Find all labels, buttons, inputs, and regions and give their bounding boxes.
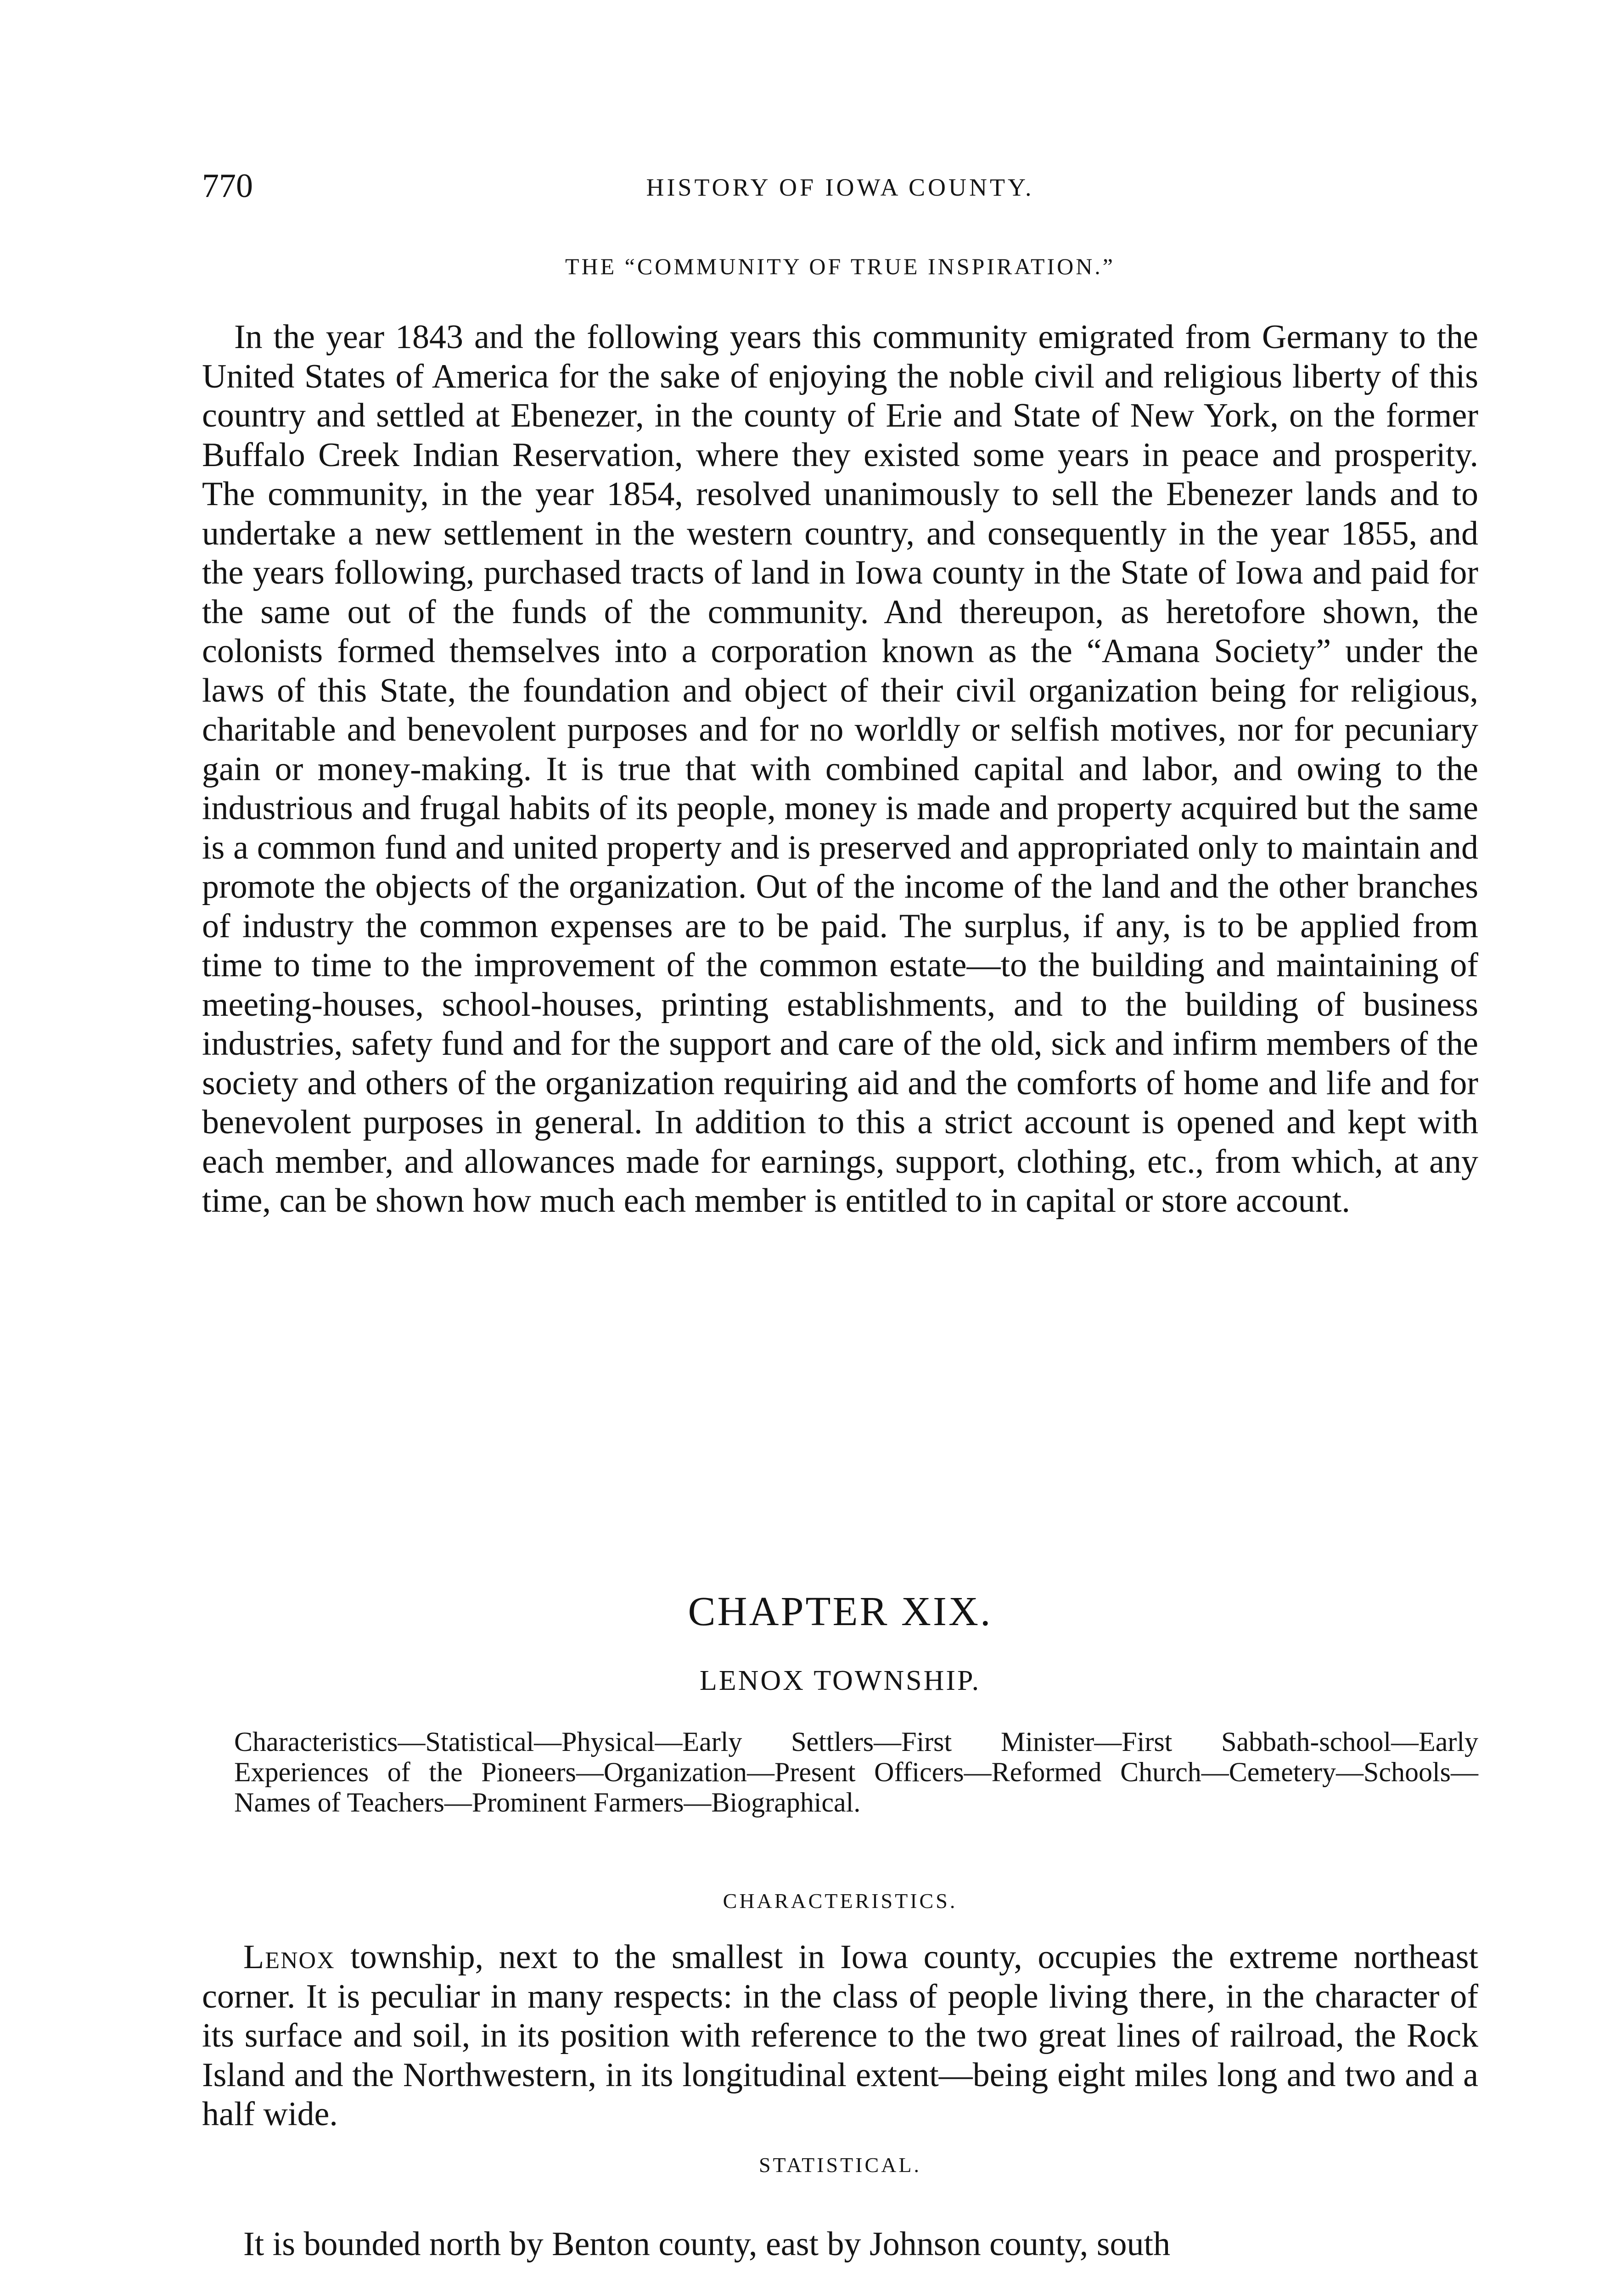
characteristics-heading: CHARACTERISTICS.	[723, 1889, 958, 1913]
statistical-heading: STATISTICAL.	[758, 2153, 922, 2177]
community-heading: THE “COMMUNITY OF TRUE INSPIRATION.”	[565, 253, 1116, 279]
running-head	[202, 165, 1478, 207]
lead-word: Lenox	[243, 1938, 335, 1976]
running-title: HISTORY OF IOWA COUNTY.	[646, 174, 1034, 201]
page-number: 770	[202, 167, 253, 205]
township-title: LENOX TOWNSHIP.	[699, 1665, 981, 1696]
chapter-title: CHAPTER XIX.	[688, 1589, 993, 1634]
characteristics-paragraph-text: township, next to the smallest in Iowa county, occupies the extreme northeast corner. It is peculiar in many respects: in the class of people living there, in the character of its surface and soil, in its position with reference to the two great lines of railroad, the Rock Island and the Northwestern, in its longitudinal extent—being eight miles long and two and a half wide.	[202, 1938, 1478, 2133]
community-paragraph: In the year 1843 and the following years this community emigrated from Germany to the United States of America for the sake of enjoying the noble civil and religious liberty of this country and settled at Ebenezer, in the county of Erie and State of New York, on the former Buffalo Creek Indian Reservation, where they existed some years in peace and prosperity. The community, in the year 1854, resolved unanimously to sell the Ebenezer lands and to undertake a new settlement in the western country, and consequently in the year 1855, and the years following, purchased tracts of land in Iowa county in the State of Iowa and paid for the same out of the funds of the community. And thereupon, as heretofore shown, the colonists formed themselves into a corporation known as the “Amana Society” under the laws of this State, the foundation and object of their civil organization being for religious, charitable and benevolent purposes and for no worldly or selfish motives, nor for pecuniary gain or money-making. It is true that with combined capital and labor, and owing to the industrious and frugal habits of its people, money is made and property acquired but the same is a common fund and united property and is preserved and appropriated only to maintain and promote the objects of the organization. Out of the income of the land and the other branches of industry the common expenses are to be paid. The surplus, if any, is to be applied from time to time to the improvement of the common estate—to the building and maintaining of meeting-houses, school-houses, printing establishments, and to the building of business industries, safety fund and for the support and care of the old, sick and infirm members of the society and others of the organization requiring aid and the comforts of home and life and for benevolent purposes in general. In addition to this a strict account is opened and kept with each member, and allowances made for earnings, support, clothing, etc., from which, at any time, can be shown how much each member is entitled to in capital or store account.	[202, 318, 1478, 1220]
characteristics-paragraph	[202, 1938, 1478, 2134]
chapter-synopsis: Characteristics—Statistical—Physical—Early Settlers—First Minister—First Sabbath-school—Early Experiences of the Pioneers—Organization—Present Officers—Reformed Church—Cemetery—Schools—Names of Teachers—Prominent Farmers—Biographical.	[234, 1727, 1478, 1818]
statistical-paragraph: It is bounded north by Benton county, east by Johnson county, south	[243, 2225, 1171, 2263]
